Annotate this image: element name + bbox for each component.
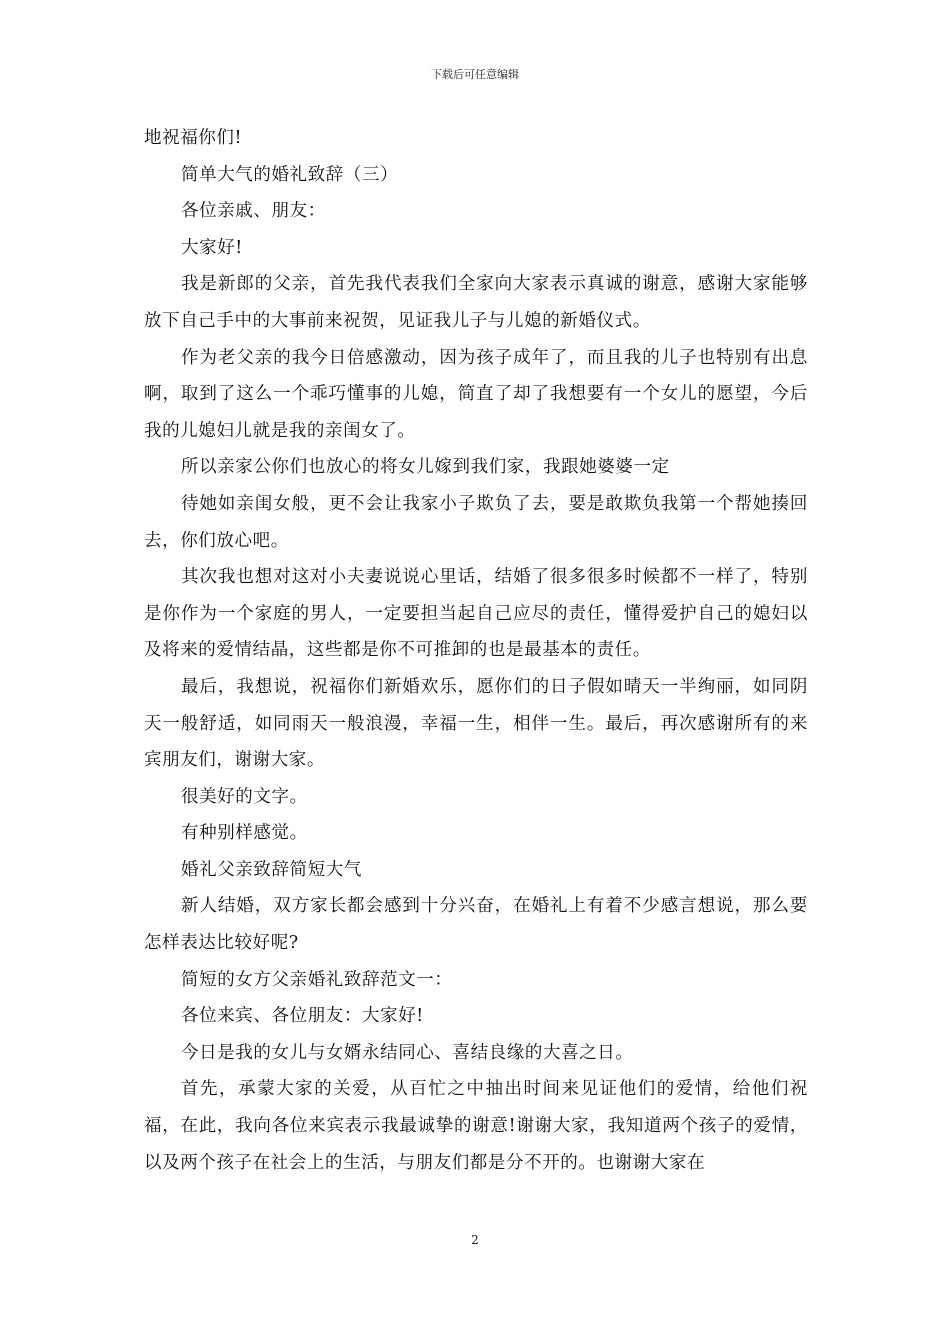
paragraph: 作为老父亲的我今日倍感激动，因为孩子成年了，而且我的儿子也特别有出息啊，取到了这么一个乖巧懂事的儿媳，简直了却了我想要有一个女儿的愿望，今后我的儿媳妇儿就是我的亲闺女了。: [144, 347, 808, 441]
subsection-title: 简短的女方父亲婚礼致辞范文一：: [181, 969, 453, 990]
section-title: 简单大气的婚礼致辞（三）: [181, 164, 399, 185]
section-title: 婚礼父亲致辞简短大气: [181, 859, 362, 880]
page-number: 2: [471, 1233, 479, 1247]
paragraph: 最后，我想说，祝福你们新婚欢乐，愿你们的日子假如晴天一半绚丽，如同阴天一般舒适，如同雨天一般浪漫，幸福一生，相伴一生。最后，再次感谢所有的来宾朋友们，谢谢大家。: [144, 676, 808, 771]
paragraph: 很美好的文字。: [181, 786, 308, 807]
paragraph: 待她如亲闺女般，更不会让我家小子欺负了去，要是敢欺负我第一个帮她揍回去，你们放心吧。: [144, 493, 808, 551]
paragraph: 有种别样感觉。: [181, 823, 308, 844]
salutation: 各位亲戚、朋友：: [181, 201, 326, 222]
salutation: 各位来宾、各位朋友：大家好!: [181, 1006, 424, 1027]
paragraph: 新人结婚，双方家长都会感到十分兴奋，在婚礼上有着不少感言想说，那么要怎样表达比较好呢?: [144, 896, 808, 954]
paragraph: 首先，承蒙大家的关爱，从百忙之中抽出时间来见证他们的爱情，给他们祝福，在此，我向各位来宾表示我最诚挚的谢意!谢谢大家，我知道两个孩子的爱情，以及两个孩子在社会上的生活，与朋友们都是分不开的。也谢谢大家在: [144, 1079, 808, 1173]
document-body: [144, 120, 808, 1181]
paragraph-continuation: 地祝福你们!: [144, 128, 243, 148]
paragraph: 所以亲家公你们也放心的将女儿嫁到我们家，我跟她婆婆一定: [181, 457, 670, 478]
greeting: 大家好!: [181, 237, 243, 258]
page-header: 下载后可任意编辑: [431, 68, 519, 81]
paragraph: 我是新郎的父亲，首先我代表我们全家向大家表示真诚的谢意，感谢大家能够放下自己手中的大事前来祝贺，见证我儿子与儿媳的新婚仪式。: [144, 274, 808, 331]
paragraph: 其次我也想对这对小夫妻说说心里话，结婚了很多很多时候都不一样了，特别是你作为一个家庭的男人，一定要担当起自己应尽的责任，懂得爱护自己的媳妇以及将来的爱情结晶，这些都是你不可推卸的也是最基本的责任。: [144, 567, 808, 661]
paragraph: 今日是我的女儿与女婿永结同心、喜结良缘的大喜之日。: [181, 1042, 634, 1063]
